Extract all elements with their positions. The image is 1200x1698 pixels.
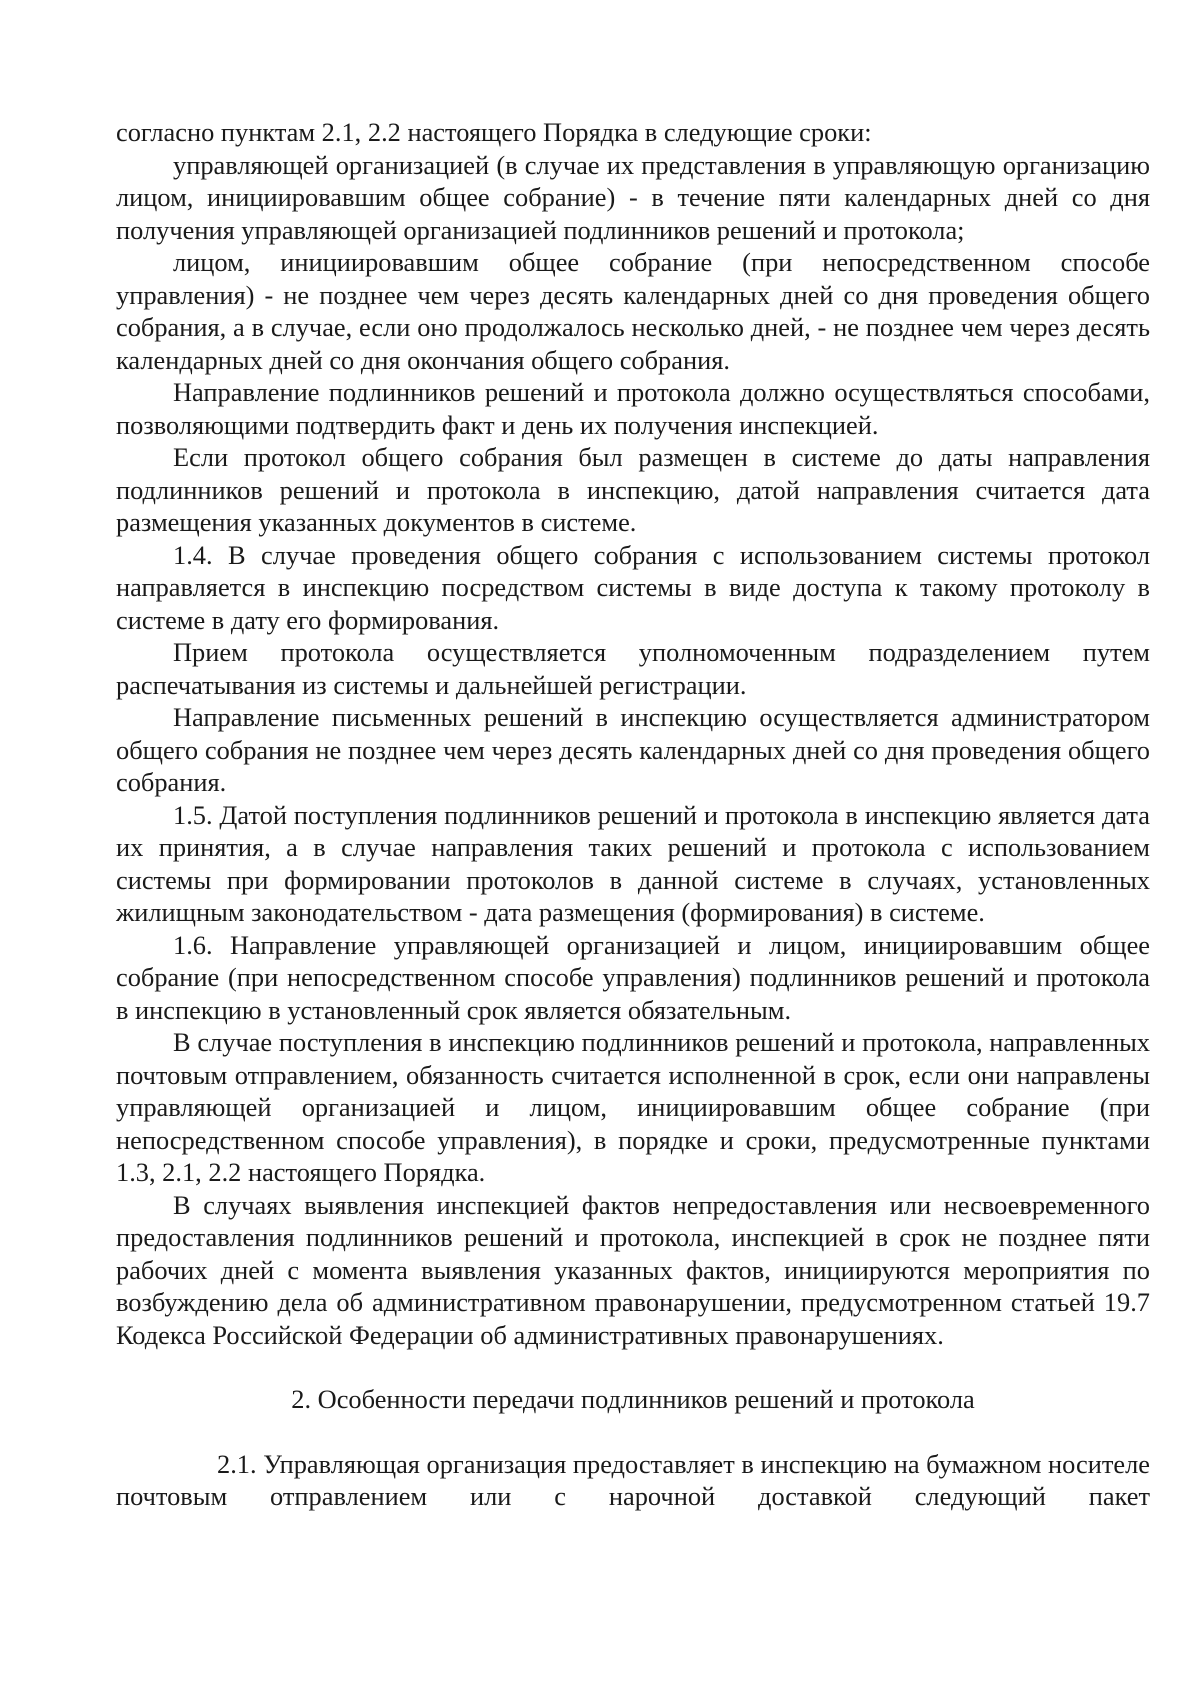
paragraph-protocol-reception: Прием протокола осуществляется уполномоченным подразделением путем распечатывания из системы и дальнейшей регистрации. xyxy=(116,637,1150,700)
paragraph-written-decisions: Направление письменных решений в инспекцию осуществляется администратором общего собрания не позднее чем через десять календарных дней со дня проведения общего собрания. xyxy=(116,702,1150,797)
paragraph-continuation: согласно пунктам 2.1, 2.2 настоящего Порядка в следующие сроки: xyxy=(116,117,872,147)
paragraph-postal-delivery: В случае поступления в инспекцию подлинников решений и протокола, направленных почтовым отправлением, обязанность считается исполненной в срок, если они направлены управляющей организацией и лицом, инициировавшим общее собрание (при непосредственном способе управления), в порядке и сроки, предусмотренные пунктами 1.3, 2.1, 2.2 настоящего Порядка. xyxy=(116,1027,1150,1187)
paragraph-delivery-methods: Направление подлинников решений и протокола должно осуществляться способами, позволяющими подтвердить факт и день их получения инспекцией. xyxy=(116,377,1150,440)
paragraph-system-placement-date: Если протокол общего собрания был размещен в системе до даты направления подлинников решений и протокола в инспекцию, датой направления считается дата размещения указанных документов в системе. xyxy=(116,442,1150,537)
paragraph-1-6: 1.6. Направление управляющей организацией и лицом, инициировавшим общее собрание (при непосредственном способе управления) подлинников решений и протокола в инспекцию в установленный срок является обязательным. xyxy=(116,929,1150,1025)
paragraph-1-4: 1.4. В случае проведения общего собрания с использованием системы протокол направляется в инспекцию посредством системы в виде доступа к такому протоколу в системе в дату его формирования. xyxy=(116,539,1150,635)
paragraph-1-5: 1.5. Датой поступления подлинников решений и протокола в инспекцию является дата их принятия, а в случае направления таких решений и протокола с использованием системы при формировании протоколов в данной системе в случаях, установленных жилищным законодательством - дата размещения (формирования) в системе. xyxy=(116,799,1150,927)
paragraph-management-org-deadline: управляющей организацией (в случае их представления в управляющую организацию лицом, инициировавшим общее собрание) - в течение пяти календарных дней со дня получения управляющей организацией подлинников решений и протокола; xyxy=(116,149,1150,245)
section-heading: 2. Особенности передачи подлинников решений и протокола xyxy=(291,1384,975,1414)
paragraph-violations: В случаях выявления инспекцией фактов непредоставления или несвоевременного предоставления подлинников решений и протокола, инспекцией в срок не позднее пяти рабочих дней с момента выявления указанных фактов, инициируются мероприятия по возбуждению дела об административном правонарушении, предусмотренном статьей 19.7 Кодекса Российской Федерации об административных правонарушениях. xyxy=(116,1189,1150,1350)
document-body xyxy=(116,116,1150,1513)
paragraph-2-1: 2.1. Управляющая организация предоставляет в инспекцию на бумажном носителе почтовым отправлением или с нарочной доставкой следующий пакет xyxy=(116,1448,1150,1511)
paragraph-initiator-deadline: лицом, инициировавшим общее собрание (при непосредственном способе управления) - не позднее чем через десять календарных дней со дня проведения общего собрания, а в случае, если оно продолжалось несколько дней, - не позднее чем через десять календарных дней со дня окончания общего собрания. xyxy=(116,247,1150,375)
